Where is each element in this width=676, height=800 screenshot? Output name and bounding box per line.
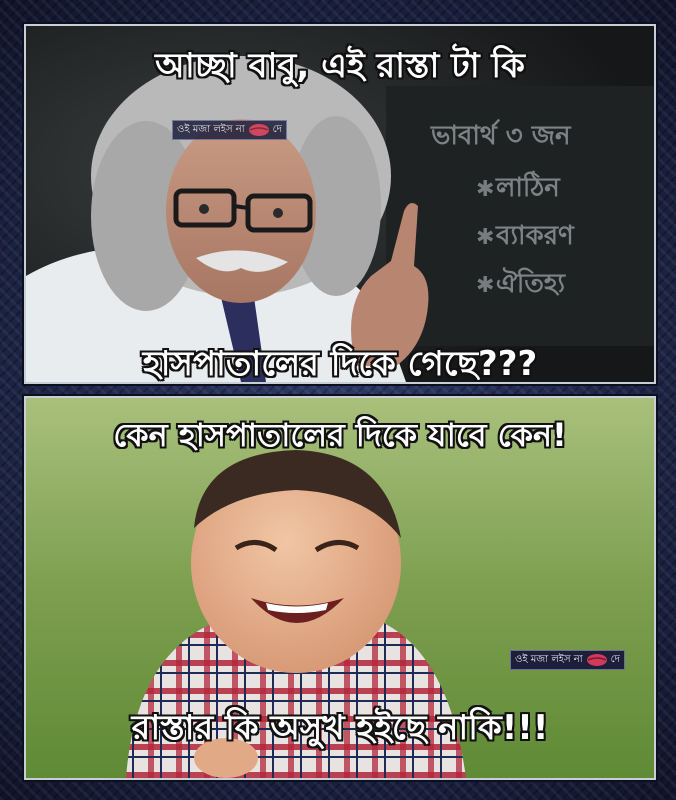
- caption-bottom-why: কেন হাসপাতালের দিকে যাবে কেন!: [113, 416, 567, 454]
- caption-bottom-punchline: রাস্তার কি অসুখ হইছে নাকি!!!: [131, 708, 549, 748]
- blackboard-line-4: ঐতিহ্য: [496, 269, 566, 299]
- caption-top-question: আচ্ছা বাবু, এই রাস্তা টা কি: [155, 46, 525, 86]
- svg-text:✱: ✱: [476, 177, 495, 202]
- watermark-badge-bottom: [510, 650, 625, 670]
- watermark-suffix-bottom: দে: [610, 654, 620, 665]
- blackboard-line-1: ভাবার্থ ৩ জন: [431, 121, 571, 151]
- svg-text:✱: ✱: [476, 273, 495, 298]
- watermark-badge: [172, 120, 287, 140]
- bottom-panel: [24, 396, 656, 780]
- watermark-text-bottom: ওই মজা লইস না: [515, 654, 583, 665]
- lips-icon: [248, 123, 270, 137]
- top-panel: [24, 24, 656, 384]
- watermark-text: ওই মজা লইস না: [177, 124, 245, 135]
- lips-icon: [586, 653, 608, 667]
- blackboard-line-2: লাঠিন: [496, 173, 560, 203]
- blackboard-line-3: ব্যাকরণ: [496, 221, 574, 251]
- svg-text:✱: ✱: [476, 225, 495, 250]
- caption-top-hospital: হাসপাতালের দিকে গেছে???: [142, 344, 538, 384]
- watermark-suffix: দে: [272, 124, 282, 135]
